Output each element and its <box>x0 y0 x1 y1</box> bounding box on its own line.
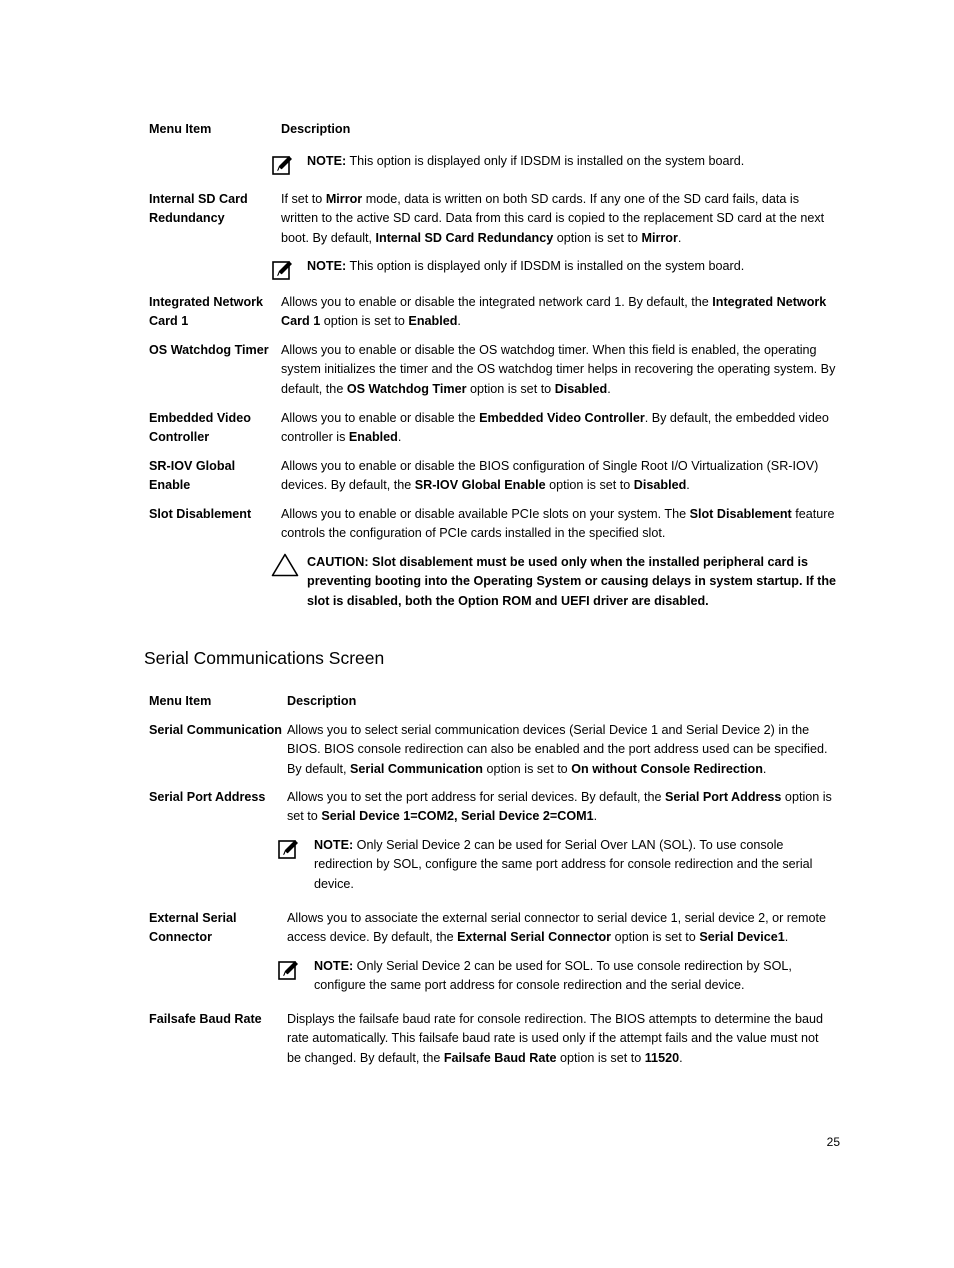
note-pencil-icon <box>278 838 300 860</box>
menu-item-integrated-network-card-1: Integrated Network Card 1 <box>149 295 264 329</box>
section-title: Serial Communications Screen <box>144 648 385 668</box>
menu-item-serial-port-address: Serial Port Address <box>149 790 266 804</box>
column-header-description: Description <box>281 122 351 136</box>
caution-triangle-icon <box>271 553 299 577</box>
description-internal-sd-card-redundancy: If set to Mirror mode, data is written on both SD cards. If any one of the SD card fails, data is written to the active SD card. Data from this card is copied to the replacement SD card at the next boot. By default, Internal SD Card Redundancy option is set to Mirror. <box>281 192 825 245</box>
description-serial-communication: Allows you to select serial communication devices (Serial Device 1 and Serial Device 2) in the BIOS. BIOS console redirection can also be enabled and the port address used can be specified. By default, Serial Communication option is set to On without Console Redirection. <box>287 723 828 776</box>
page-number: 25 <box>826 1135 840 1149</box>
note-pencil-icon <box>278 959 300 981</box>
note-text: NOTE: Only Serial Device 2 can be used for SOL. To use console redirection by SOL, configure the same port address for console redirection and the serial device. <box>314 959 792 993</box>
description-slot-disablement: Allows you to enable or disable available PCIe slots on your system. The Slot Disablement feature controls the configuration of PCIe cards installed in the specified slot. <box>281 507 835 541</box>
menu-item-internal-sd-card-redundancy: Internal SD Card Redundancy <box>149 192 248 226</box>
description-serial-port-address: Allows you to set the port address for serial devices. By default, the Serial Port Address option is set to Serial Device 1=COM2, Serial Device 2=COM1. <box>287 790 832 824</box>
description-embedded-video-controller: Allows you to enable or disable the Embedded Video Controller. By default, the embedded video controller is Enabled. <box>281 411 829 445</box>
menu-item-os-watchdog-timer: OS Watchdog Timer <box>149 343 269 357</box>
description-integrated-network-card-1: Allows you to enable or disable the integrated network card 1. By default, the Integrated Network Card 1 option is set to Enabled. <box>281 295 827 329</box>
description-os-watchdog-timer: Allows you to enable or disable the OS watchdog timer. When this field is enabled, the operating system initializes the timer and the OS watchdog timer helps in recovering the operating system. By default, the OS Watchdog Timer option is set to Disabled. <box>281 343 836 396</box>
note-text: NOTE: Only Serial Device 2 can be used for Serial Over LAN (SOL). To use console redirection by SOL, configure the same port address for console redirection and the serial device. <box>314 838 813 891</box>
menu-item-external-serial-connector: External Serial Connector <box>149 911 237 945</box>
menu-item-embedded-video-controller: Embedded Video Controller <box>149 411 251 445</box>
menu-item-slot-disablement: Slot Disablement <box>149 507 252 521</box>
note-text: NOTE: This option is displayed only if IDSDM is installed on the system board. <box>307 259 745 273</box>
note-text: NOTE: This option is displayed only if IDSDM is installed on the system board. <box>307 154 745 168</box>
description-sr-iov-global-enable: Allows you to enable or disable the BIOS configuration of Single Root I/O Virtualization (SR-IOV) devices. By default, the SR-IOV Global Enable option is set to Disabled. <box>281 459 819 493</box>
menu-item-failsafe-baud-rate: Failsafe Baud Rate <box>149 1012 262 1026</box>
column-header-menu-item: Menu Item <box>149 694 212 708</box>
column-header-menu-item: Menu Item <box>149 122 212 136</box>
note-pencil-icon <box>272 154 294 176</box>
description-external-serial-connector: Allows you to associate the external serial connector to serial device 1, serial device 2, or remote access device. By default, the External Serial Connector option is set to Serial Device1. <box>287 911 826 945</box>
note-pencil-icon <box>272 259 294 281</box>
menu-item-sr-iov-global-enable: SR-IOV Global Enable <box>149 459 236 493</box>
column-header-description: Description <box>287 694 357 708</box>
caution-text: CAUTION: Slot disablement must be used only when the installed peripheral card is preventing booting into the Operating System or causing delays in system startup. If the slot is disabled, both the Option ROM and UEFI driver are disabled. <box>307 555 837 608</box>
menu-item-serial-communication: Serial Communication <box>149 723 282 737</box>
description-failsafe-baud-rate: Displays the failsafe baud rate for console redirection. The BIOS attempts to determine the baud rate automatically. This failsafe baud rate is used only if the attempt fails and the value must not be changed. By default, the Failsafe Baud Rate option is set to 11520. <box>287 1012 823 1065</box>
